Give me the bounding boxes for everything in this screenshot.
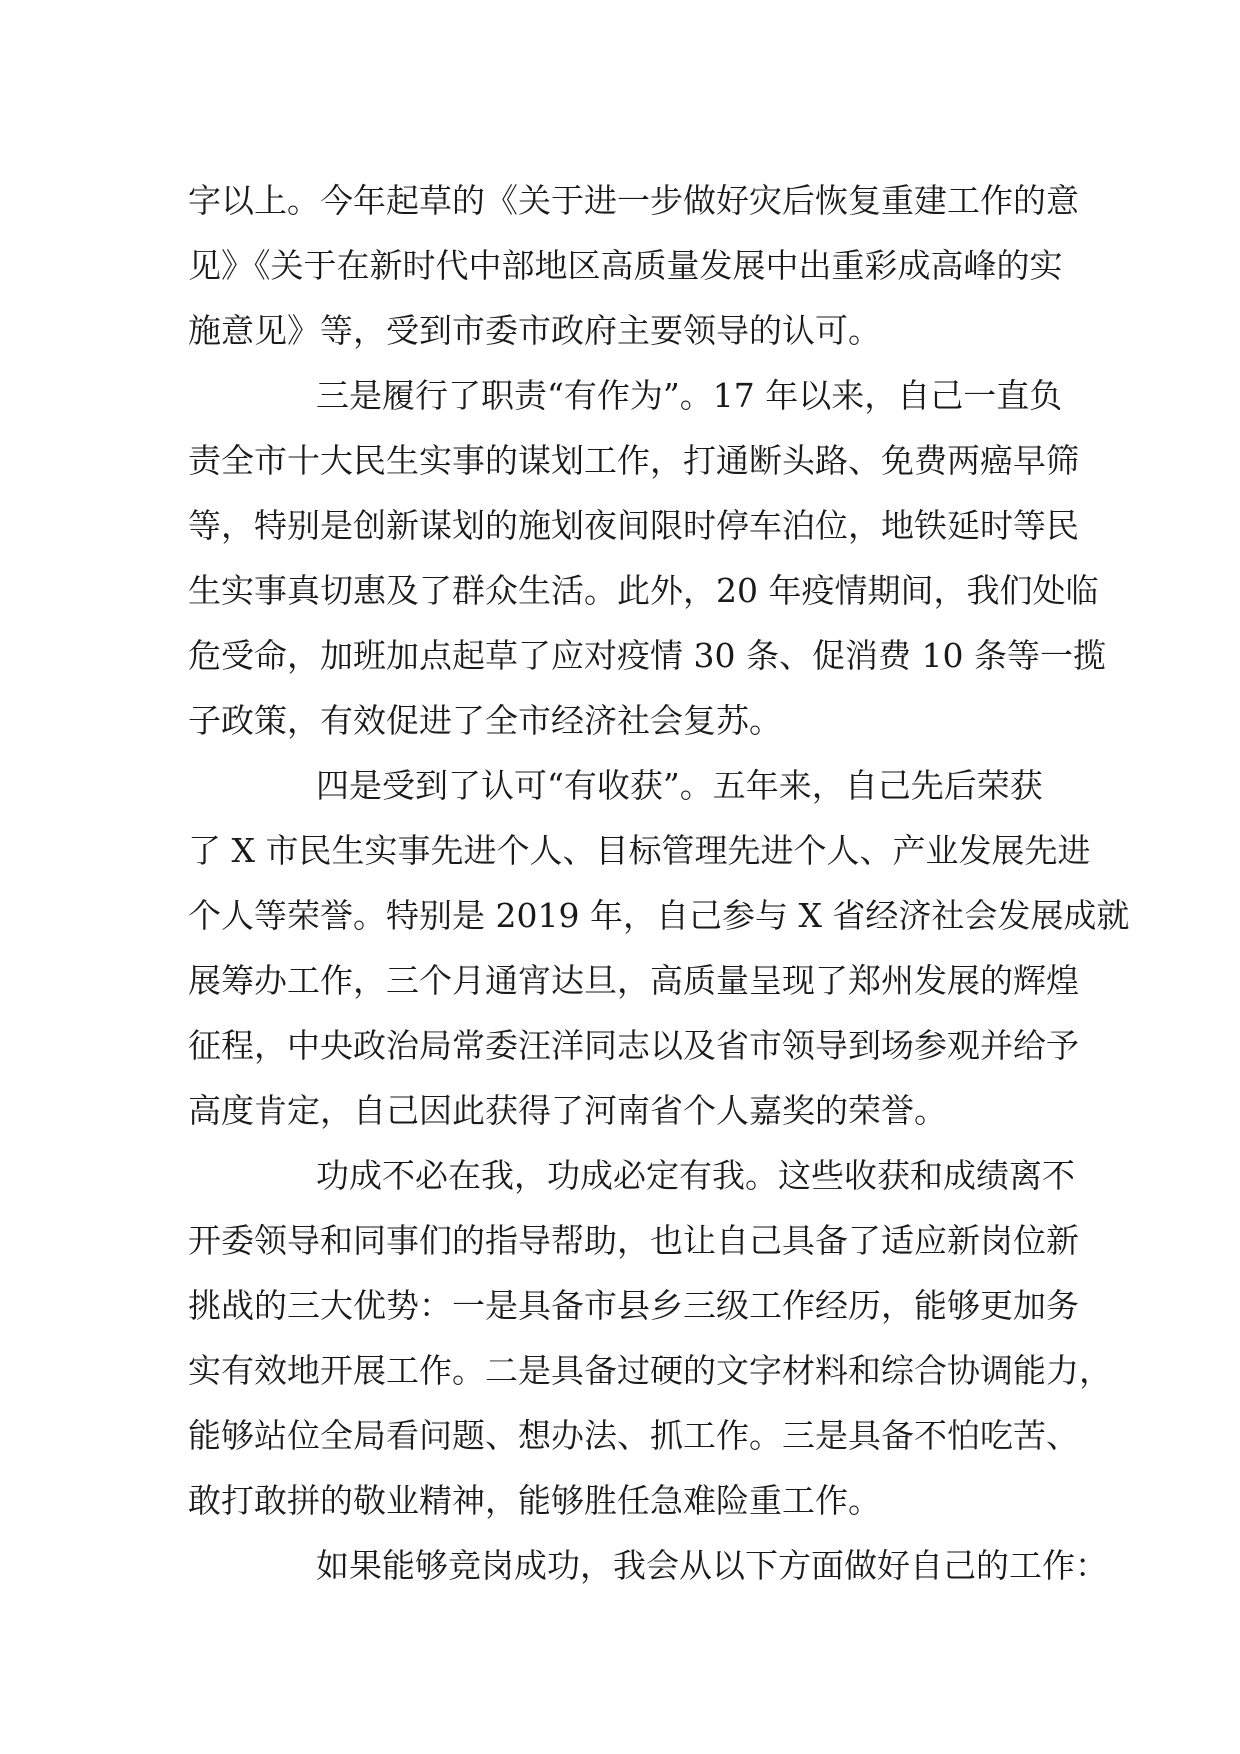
- document-body: [188, 168, 1130, 1598]
- text-line: 能够站位全局看问题、想办法、抓工作。三是具备不怕吃苦、: [188, 1416, 1079, 1455]
- text-line: 字以上。今年起草的《关于进一步做好灾后恢复重建工作的意: [188, 181, 1079, 220]
- text-line: 危受命，加班加点起草了应对疫情 30 条、促消费 10 条等一揽: [188, 636, 1106, 675]
- text-line: 等，特别是创新谋划的施划夜间限时停车泊位，地铁延时等民: [188, 506, 1079, 545]
- text-line: 子政策，有效促进了全市经济社会复苏。: [188, 701, 782, 740]
- text-line: 展筹办工作，三个月通宵达旦，高质量呈现了郑州发展的辉煌: [188, 961, 1079, 1000]
- text-line: 开委领导和同事们的指导帮助，也让自己具备了适应新岗位新: [188, 1221, 1079, 1260]
- paragraph-start-line: 四是受到了认可“有收获”。五年来，自己先后荣获: [316, 766, 1043, 805]
- text-line: 责全市十大民生实事的谋划工作，打通断头路、免费两癌早筛: [188, 441, 1079, 480]
- text-line: 施意见》等，受到市委市政府主要领导的认可。: [188, 311, 881, 350]
- text-line: 敢打敢拼的敬业精神，能够胜任急难险重工作。: [188, 1481, 881, 1520]
- paragraph-start-line: 功成不必在我，功成必定有我。这些收获和成绩离不: [316, 1156, 1075, 1195]
- text-line: 实有效地开展工作。二是具备过硬的文字材料和综合协调能力，: [188, 1351, 1112, 1390]
- text-line: 个人等荣誉。特别是 2019 年，自己参与 X 省经济社会发展成就: [188, 896, 1130, 935]
- paragraph-start-line: 如果能够竞岗成功，我会从以下方面做好自己的工作：: [316, 1546, 1108, 1585]
- text-line: 挑战的三大优势：一是具备市县乡三级工作经历，能够更加务: [188, 1286, 1079, 1325]
- text-line: 征程，中央政治局常委汪洋同志以及省市领导到场参观并给予: [188, 1026, 1079, 1065]
- paragraph-start-line: 三是履行了职责“有作为”。17 年以来，自己一直负: [316, 376, 1063, 415]
- text-line: 了 X 市民生实事先进个人、目标管理先进个人、产业发展先进: [188, 831, 1091, 870]
- text-line: 高度肯定，自己因此获得了河南省个人嘉奖的荣誉。: [188, 1091, 947, 1130]
- text-line: 生实事真切惠及了群众生活。此外，20 年疫情期间，我们处临: [188, 571, 1099, 610]
- text-line: 见》《关于在新时代中部地区高质量发展中出重彩成高峰的实: [188, 246, 1063, 285]
